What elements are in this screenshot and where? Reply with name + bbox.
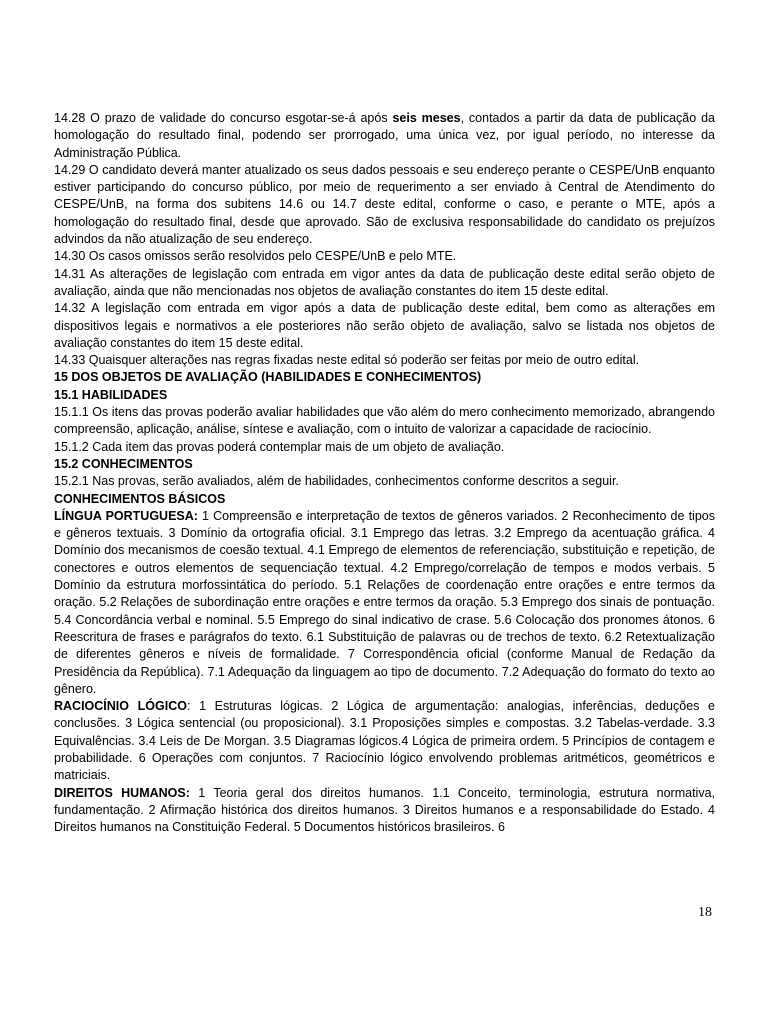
paragraph-p1431 xyxy=(54,266,715,301)
text-run: 1 Compreensão e interpretação de textos de gêneros variados. 2 Reconhecimento de tipos e gêneros textuais. 3 Domínio da ortografia oficial. 3.1 Emprego das letras. 3.2 Emprego da acentuação gráfica. 4 Domínio dos mecanismos de coesão textual. 4.1 Emprego de elementos de referenciação, substituição e repetição, de conectores e outros elementos de sequenciação textual. 4.2 Emprego/correlação de tempos e modos verbais. 5 Domínio da estrutura morfossintática do período. 5.1 Relações de coordenação entre orações e entre termos da oração. 5.2 Relações de subordinação entre orações e entre termos da oração. 5.3 Emprego dos sinais de pontuação. 5.4 Concordância verbal e nominal. 5.5 Emprego do sinal indicativo de crase. 5.6 Colocação dos pronomes átonos. 6 Reescritura de frases e parágrafos do texto. 6.1 Substituição de palavras ou de trechos de texto. 6.2 Retextualização de diferentes gêneros e níveis de formalidade. 7 Correspondência oficial (conforme Manual de Redação da Presidência da República). 7.1 Adequação da linguagem ao tipo de documento. 7.2 Adequação do formato do texto ao gênero. xyxy=(54,508,715,696)
paragraph-h15 xyxy=(54,369,715,386)
paragraph-p1430 xyxy=(54,248,715,265)
text-run: 14.29 O candidato deverá manter atualizado os seus dados pessoais e seu endereço perante o CESPE/UnB enquanto estiver participando do concurso público, por meio de requerimento a ser enviado à Central de Atendimento do CESPE/UnB, na forma dos subitens 14.6 ou 14.7 deste edital, conforme o caso, e perante o MTE, após a homologação do resultado final, desde que aprovado. São de exclusiva responsabilidade do candidato os prejuízos advindos da não atualização de seu endereço. xyxy=(54,162,715,247)
bold-text: CONHECIMENTOS BÁSICOS xyxy=(54,491,226,506)
body-text xyxy=(54,110,715,836)
paragraph-p1428a xyxy=(54,110,715,162)
paragraph-p1521 xyxy=(54,473,715,490)
text-run: 15.2.1 Nas provas, serão avaliados, além de habilidades, conhecimentos conforme descritos a seguir. xyxy=(54,474,619,489)
text-run: 14.31 As alterações de legislação com entrada em vigor antes da data de publicação deste edital serão objeto de avaliação, ainda que não mencionadas nos objetos de avaliação constantes do item 15 deste edital. xyxy=(54,266,715,298)
paragraph-p1512 xyxy=(54,439,715,456)
text-run: 14.30 Os casos omissos serão resolvidos pelo CESPE/UnB e pelo MTE. xyxy=(54,249,457,264)
text-run: 14.28 O prazo de validade do concurso esgotar-se-á após xyxy=(54,111,393,125)
text-run: 15.1.1 Os itens das provas poderão avaliar habilidades que vão além do mero conhecimento memorizado, abrangendo compreensão, aplicação, análise, síntese e avaliação, com o intuito de valorizar a capacidade de raciocínio. xyxy=(54,405,715,437)
paragraph-pdh xyxy=(54,785,715,837)
bold-text: RACIOCÍNIO LÓGICO xyxy=(54,699,187,714)
text-run: , contados a partir da data de publicação da homologação do resultado final, podendo ser prorrogado, uma única vez, por igual período, no interesse da Administração Pública. xyxy=(54,111,715,160)
text-run: : 1 Estruturas lógicas. 2 Lógica de argumentação: analogias, inferências, deduções e conclusões. 3 Lógica sentencial (ou proposicional). 3.1 Proposições simples e compostas. 3.2 Tabelas-verdade. 3.3 Equivalências. 3.4 Leis de De Morgan. 3.5 Diagramas lógicos.4 Lógica de primeira ordem. 5 Princípios de contagem e probabilidade. 6 Operações com conjuntos. 7 Raciocínio lógico envolvendo problemas aritméticos, geométricos e matriciais. xyxy=(54,699,715,783)
paragraph-p1429 xyxy=(54,162,715,248)
bold-text: 15.1 HABILIDADES xyxy=(54,387,168,402)
paragraph-h151 xyxy=(54,387,715,404)
text-run: 14.33 Quaisquer alterações nas regras fixadas neste edital só poderão ser feitas por meio de outro edital. xyxy=(54,353,640,368)
paragraph-prl xyxy=(54,698,715,784)
bold-text: DIREITOS HUMANOS: xyxy=(54,785,190,800)
paragraph-hcb xyxy=(54,491,715,508)
bold-text: LÍNGUA PORTUGUESA: xyxy=(54,508,198,523)
paragraph-plp xyxy=(54,508,715,698)
bold-text: seis meses xyxy=(392,111,461,125)
bold-text: 15.2 CONHECIMENTOS xyxy=(54,456,193,471)
paragraph-p1511 xyxy=(54,404,715,439)
text-run: 1 Teoria geral dos direitos humanos. 1.1 Conceito, terminologia, estrutura normativa, fundamentação. 2 Afirmação histórica dos direitos humanos. 3 Direitos humanos e a responsabilidade do Estado. 4 Direitos humanos na Constituição Federal. 5 Documentos históricos brasileiros. 6 xyxy=(54,785,716,835)
bold-text: 15 DOS OBJETOS DE AVALIAÇÃO (HABILIDADES E CONHECIMENTOS) xyxy=(54,370,482,385)
text-run: 15.1.2 Cada item das provas poderá contemplar mais de um objeto de avaliação. xyxy=(54,439,505,454)
paragraph-p1433 xyxy=(54,352,715,369)
paragraph-h152 xyxy=(54,456,715,473)
text-run: 14.32 A legislação com entrada em vigor após a data de publicação deste edital, bem como as alterações em dispositivos legais e normativos a ele posteriores não serão objeto de avaliação, salvo se listada nos objetos de avaliação constantes do item 15 deste edital. xyxy=(54,301,715,350)
paragraph-p1432 xyxy=(54,300,715,352)
page-number: 18 xyxy=(698,905,712,920)
